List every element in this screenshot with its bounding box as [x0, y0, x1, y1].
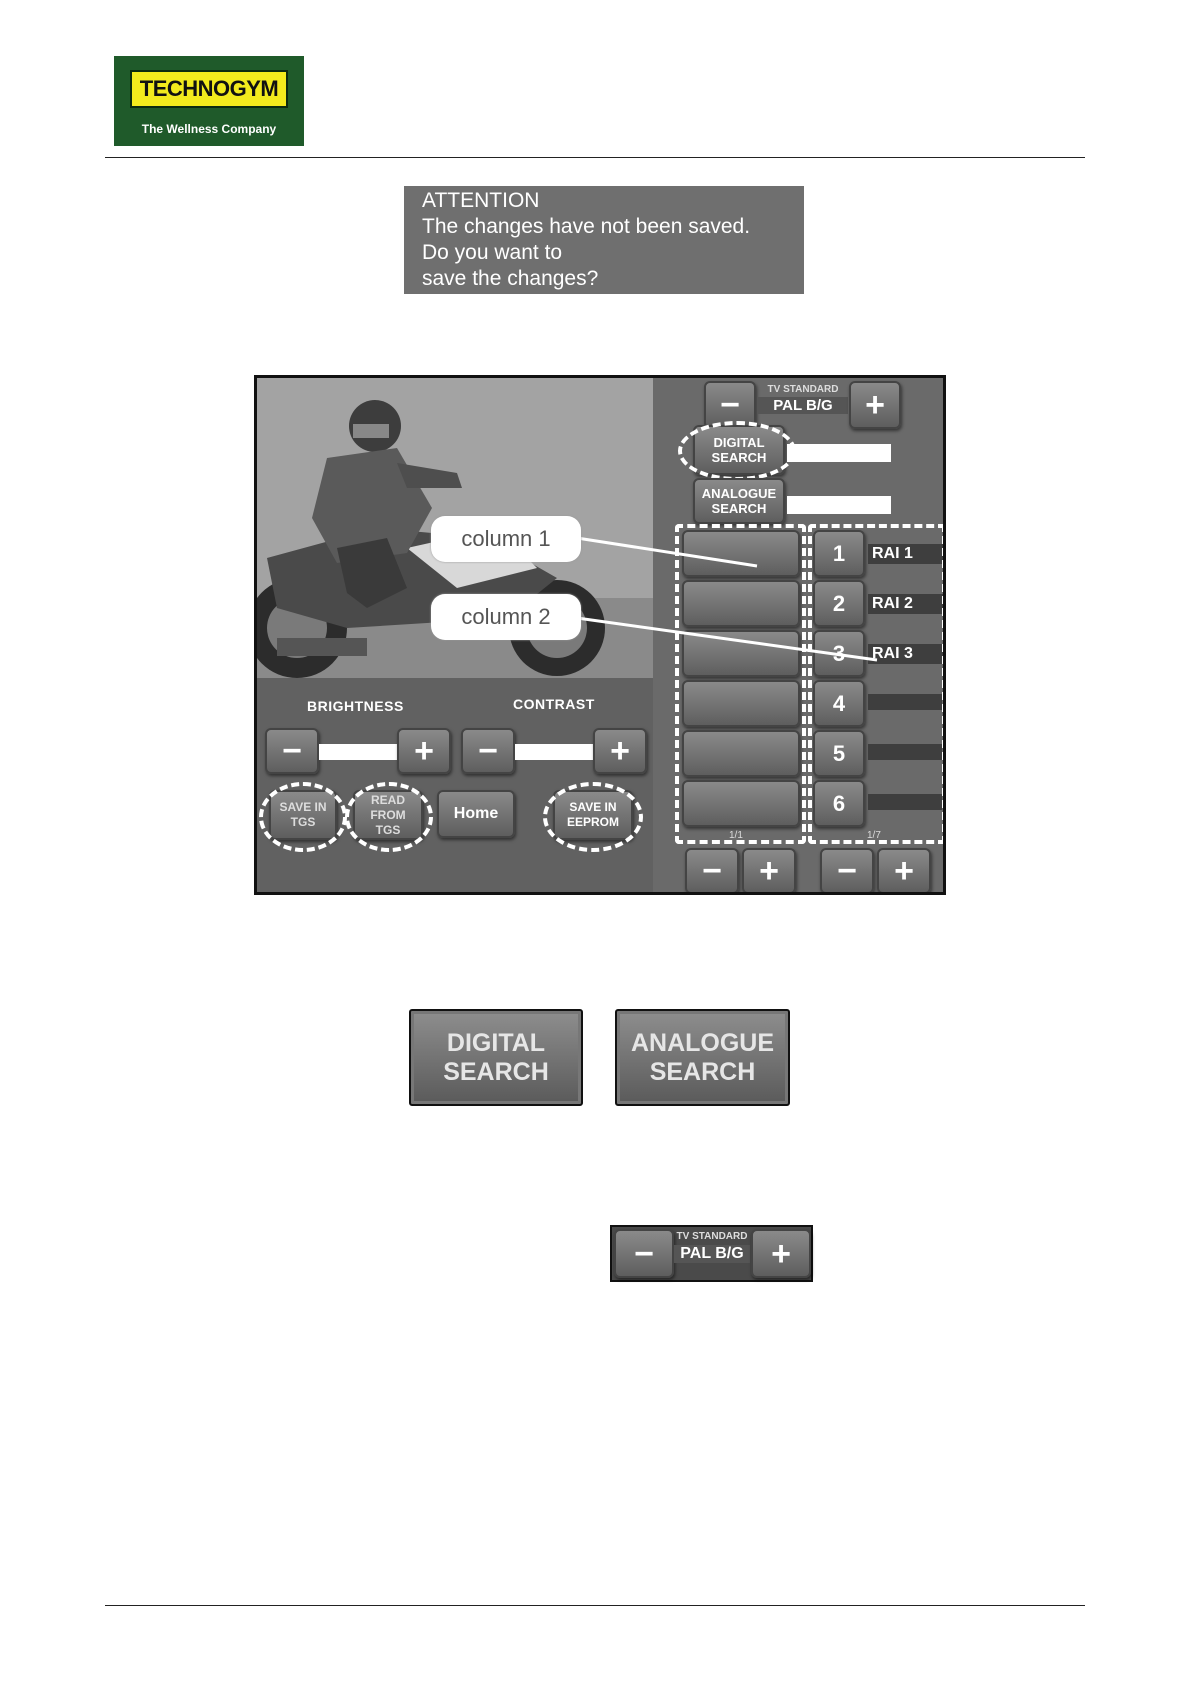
- channel-name: RAI 2: [868, 594, 946, 614]
- logo-tagline: The Wellness Company: [141, 122, 277, 136]
- column2-callout: column 2: [431, 594, 581, 640]
- digital-search-button[interactable]: DIGITAL SEARCH: [693, 425, 785, 475]
- minus-icon: −: [634, 1234, 654, 1273]
- channel-number-button[interactable]: 6: [813, 780, 865, 827]
- channel-number-button[interactable]: 5: [813, 730, 865, 777]
- analogue-search-button-detail[interactable]: ANALOGUE SEARCH: [615, 1009, 790, 1106]
- tv-standard-value: PAL B/G: [758, 397, 848, 414]
- attention-line: save the changes?: [422, 267, 599, 290]
- tv-standard-plus-button-detail[interactable]: [751, 1229, 811, 1278]
- attention-line: The changes have not been saved.: [422, 215, 751, 238]
- tv-standard-detail-value: PAL B/G: [674, 1245, 750, 1263]
- read-from-tgs-highlight: [345, 782, 433, 852]
- channel-number-button[interactable]: 3: [813, 630, 865, 677]
- contrast-level-bar: [515, 744, 593, 760]
- brightness-label: BRIGHTNESS: [307, 698, 404, 714]
- plus-icon: +: [610, 732, 630, 770]
- home-button[interactable]: Home: [437, 790, 515, 838]
- column1-callout: column 1: [431, 516, 581, 562]
- tv-standard-detail-display: [674, 1231, 750, 1263]
- tv-standard-detail-label: TV STANDARD: [676, 1231, 748, 1242]
- save-in-tgs-button[interactable]: SAVE IN TGS: [269, 790, 337, 840]
- read-from-tgs-button[interactable]: READ FROM TGS: [353, 790, 423, 840]
- brightness-level-bar: [319, 744, 397, 760]
- technogym-logo: [114, 56, 304, 146]
- logo-wordmark: TECHNOGYM: [130, 70, 288, 108]
- column2-page-indicator: 1/7: [867, 830, 881, 841]
- attention-line: Do you want to: [422, 241, 563, 264]
- minus-icon: −: [837, 852, 857, 890]
- minus-icon: −: [720, 386, 740, 424]
- minus-icon: −: [282, 732, 302, 770]
- channel-number-button[interactable]: 1: [813, 530, 865, 577]
- digital-search-button-detail[interactable]: DIGITAL SEARCH: [409, 1009, 583, 1106]
- tv-standard-label: TV STANDARD: [767, 384, 839, 395]
- minus-icon: −: [478, 732, 498, 770]
- brightness-plus-button[interactable]: [397, 728, 451, 774]
- plus-icon: +: [759, 852, 779, 890]
- save-in-tgs-highlight: [259, 782, 347, 852]
- channel-number-button[interactable]: 2: [813, 580, 865, 627]
- contrast-plus-button[interactable]: [593, 728, 647, 774]
- analogue-search-button[interactable]: ANALOGUE SEARCH: [693, 478, 785, 524]
- channel-number-button[interactable]: 4: [813, 680, 865, 727]
- channel-name: RAI 3: [868, 644, 946, 664]
- footer-rule: [105, 1605, 1085, 1606]
- attention-line: ATTENTION: [422, 189, 540, 212]
- tv-standard-minus-button-detail[interactable]: [614, 1229, 674, 1278]
- plus-icon: +: [414, 732, 434, 770]
- save-in-eeprom-highlight: [543, 782, 643, 852]
- attention-message: [404, 186, 804, 294]
- plus-icon: +: [894, 852, 914, 890]
- tv-settings-screen: [254, 375, 946, 895]
- header-rule: [105, 157, 1085, 158]
- channel-name: RAI 1: [868, 544, 946, 564]
- contrast-label: CONTRAST: [513, 696, 595, 712]
- plus-icon: +: [771, 1234, 791, 1273]
- brightness-minus-button[interactable]: [265, 728, 319, 774]
- tv-standard-detail: [610, 1225, 813, 1282]
- contrast-minus-button[interactable]: [461, 728, 515, 774]
- plus-icon: +: [865, 386, 885, 424]
- save-in-eeprom-button[interactable]: SAVE IN EEPROM: [553, 790, 633, 840]
- column1-page-indicator: 1/1: [729, 830, 743, 841]
- minus-icon: −: [702, 852, 722, 890]
